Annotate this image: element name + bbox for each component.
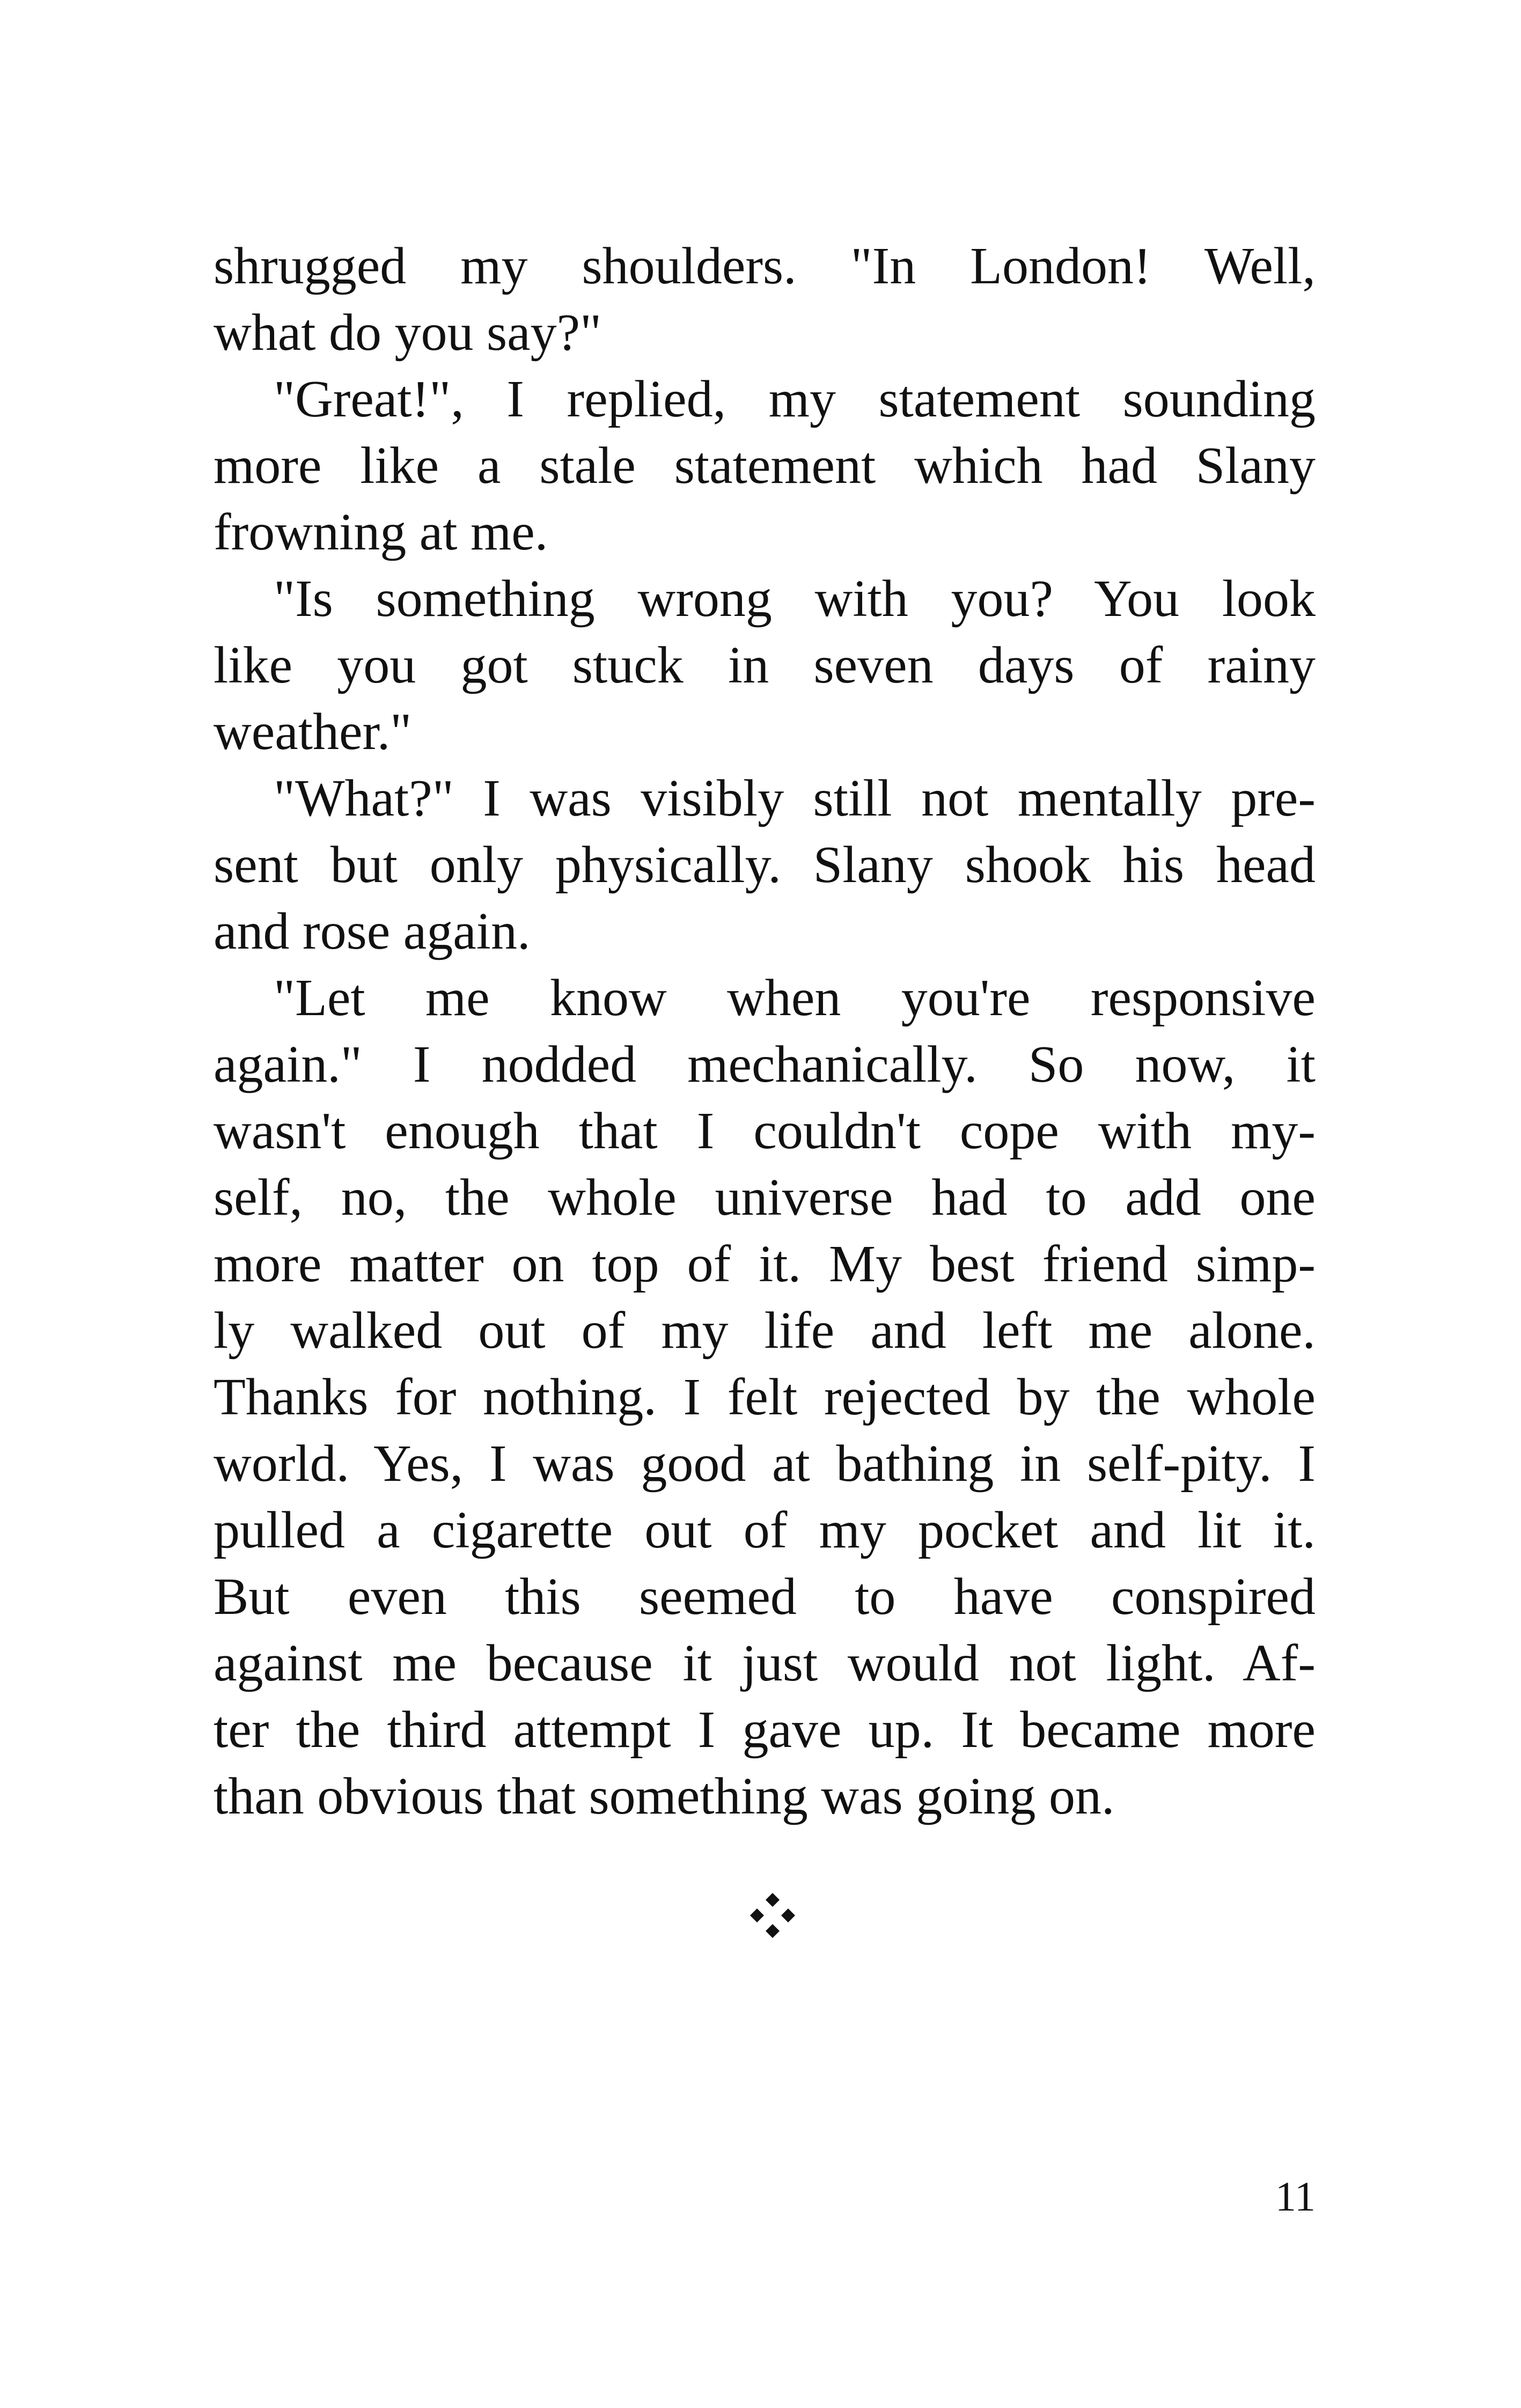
page-number: 11 — [1275, 2173, 1316, 2220]
text-line: world. Yes, I was good at bathing in self-pity. I — [214, 1435, 1316, 1493]
text-line: Thanks for nothing. I felt rejected by the whole — [214, 1368, 1316, 1426]
text-line: more matter on top of it. My best friend simp- — [214, 1235, 1316, 1293]
body-text — [214, 233, 1316, 1830]
text-line: frowning at me. — [214, 503, 548, 561]
text-line: ter the third attempt I gave up. It became more — [214, 1701, 1316, 1759]
text-line: "Let me know when you're responsive — [274, 969, 1316, 1027]
text-line: ly walked out of my life and left me alone. — [214, 1302, 1316, 1360]
text-line: what do you say?" — [214, 304, 602, 362]
text-line: But even this seemed to have conspired — [214, 1568, 1316, 1626]
text-line: pulled a cigarette out of my pocket and lit it. — [214, 1501, 1316, 1559]
text-line: like you got stuck in seven days of rainy — [214, 636, 1316, 694]
text-line: more like a stale statement which had Slany — [214, 437, 1316, 495]
text-line: "What?" I was visibly still not mentally pre- — [274, 769, 1316, 827]
text-line: weather." — [214, 703, 412, 761]
text-line: shrugged my shoulders. "In London! Well, — [214, 237, 1316, 295]
text-line: "Is something wrong with you? You look — [274, 570, 1316, 628]
text-line: again." I nodded mechanically. So now, it — [214, 1036, 1316, 1093]
four-diamond-ornament-icon — [746, 1889, 799, 1942]
text-line: self, no, the whole universe had to add one — [214, 1169, 1316, 1227]
text-line: sent but only physically. Slany shook his head — [214, 836, 1316, 894]
text-line: than obvious that something was going on. — [214, 1767, 1115, 1825]
text-line: against me because it just would not light. Af- — [214, 1634, 1316, 1692]
text-line: and rose again. — [214, 902, 531, 960]
text-line: "Great!", I replied, my statement sounding — [274, 370, 1316, 428]
text-line: wasn't enough that I couldn't cope with my- — [214, 1102, 1316, 1160]
